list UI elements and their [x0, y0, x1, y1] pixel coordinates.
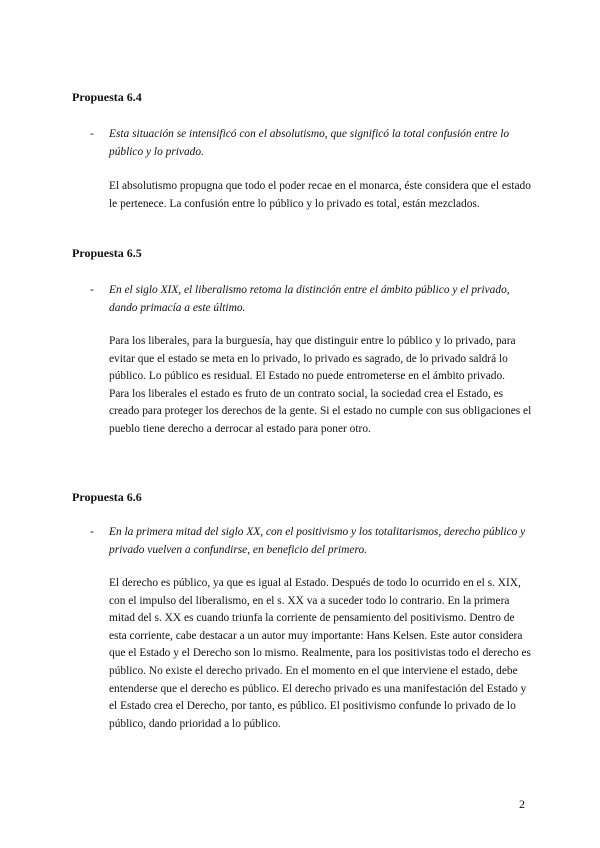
section-6-4-bullet-text: Esta situación se intensificó con el absolutismo, que significó la total confusión entre lo público y lo privado.	[109, 128, 510, 158]
page-number: 2	[519, 797, 525, 811]
section-6-6-paragraph-1: El derecho es público, ya que es igual al Estado. Después de todo lo ocurrido en el s. XIX, con el impulso del liberalismo, en el s. XX va a suceder todo lo contrario. En la primera mitad del s. XX es cuando triunfa la corriente de pensamiento del positivismo. Dentro de esta corriente, cabe destacar a un autor muy importante: Hans Kelsen. Este autor considera que el Estado y el Derecho son lo mismo. Realmente, para los positivistas todo el derecho es público. No existe el derecho privado. En el momento en el que interviene el estado, debe entenderse que el derecho es público. El derecho privado es una manifestación del Estado y el Estado crea el Derecho, por tanto, es público. El positivismo confunde lo privado de lo público, dando prioridad a lo público.	[109, 577, 531, 730]
section-6-5-paragraph-2: Para los liberales el estado es fruto de un contrato social, la sociedad crea el Estado, es creado para proteger los derechos de la gente. Si el estado no cumple con sus obligaciones el pueblo tiene derecho a derrocar al estado para poner otro.	[109, 387, 532, 435]
section-6-4-bullet	[90, 125, 530, 161]
section-6-5-bullet-text: En el siglo XIX, el liberalismo retoma la distinción entre el ámbito público y el privado, dando primacía a este último.	[109, 284, 510, 314]
section-heading-6-6: Propuesta 6.6	[72, 490, 142, 504]
section-6-6-bullet	[90, 523, 530, 559]
section-6-6-bullet-text: En la primera mitad del siglo XX, con el positivismo y los totalitarismos, derecho público y privado vuelven a confundirse, en beneficio del primero.	[109, 526, 526, 556]
section-6-5-paragraphs	[109, 333, 534, 439]
section-heading-6-4: Propuesta 6.4	[72, 90, 142, 104]
bullet-dash: -	[90, 128, 94, 140]
section-6-6-paragraph	[109, 575, 534, 733]
section-6-5-bullet	[90, 281, 530, 317]
section-6-4-paragraph-1: El absolutismo propugna que todo el poder recae en el monarca, éste considera que el estado le pertenece. La confusión entre lo público y lo privado es total, están mezclados.	[109, 180, 531, 210]
bullet-dash: -	[90, 284, 94, 296]
section-6-5-paragraph-1: Para los liberales, para la burguesía, hay que distinguir entre lo público y lo privado, para evitar que el estado se meta en lo privado, lo privado es sagrado, de lo privado saldrá lo público. Lo público es residual. El Estado no puede entrometerse en el ámbito privado.	[109, 335, 516, 383]
section-heading-6-5: Propuesta 6.5	[72, 246, 142, 260]
section-6-4-paragraph	[109, 178, 534, 213]
bullet-dash: -	[90, 526, 94, 538]
